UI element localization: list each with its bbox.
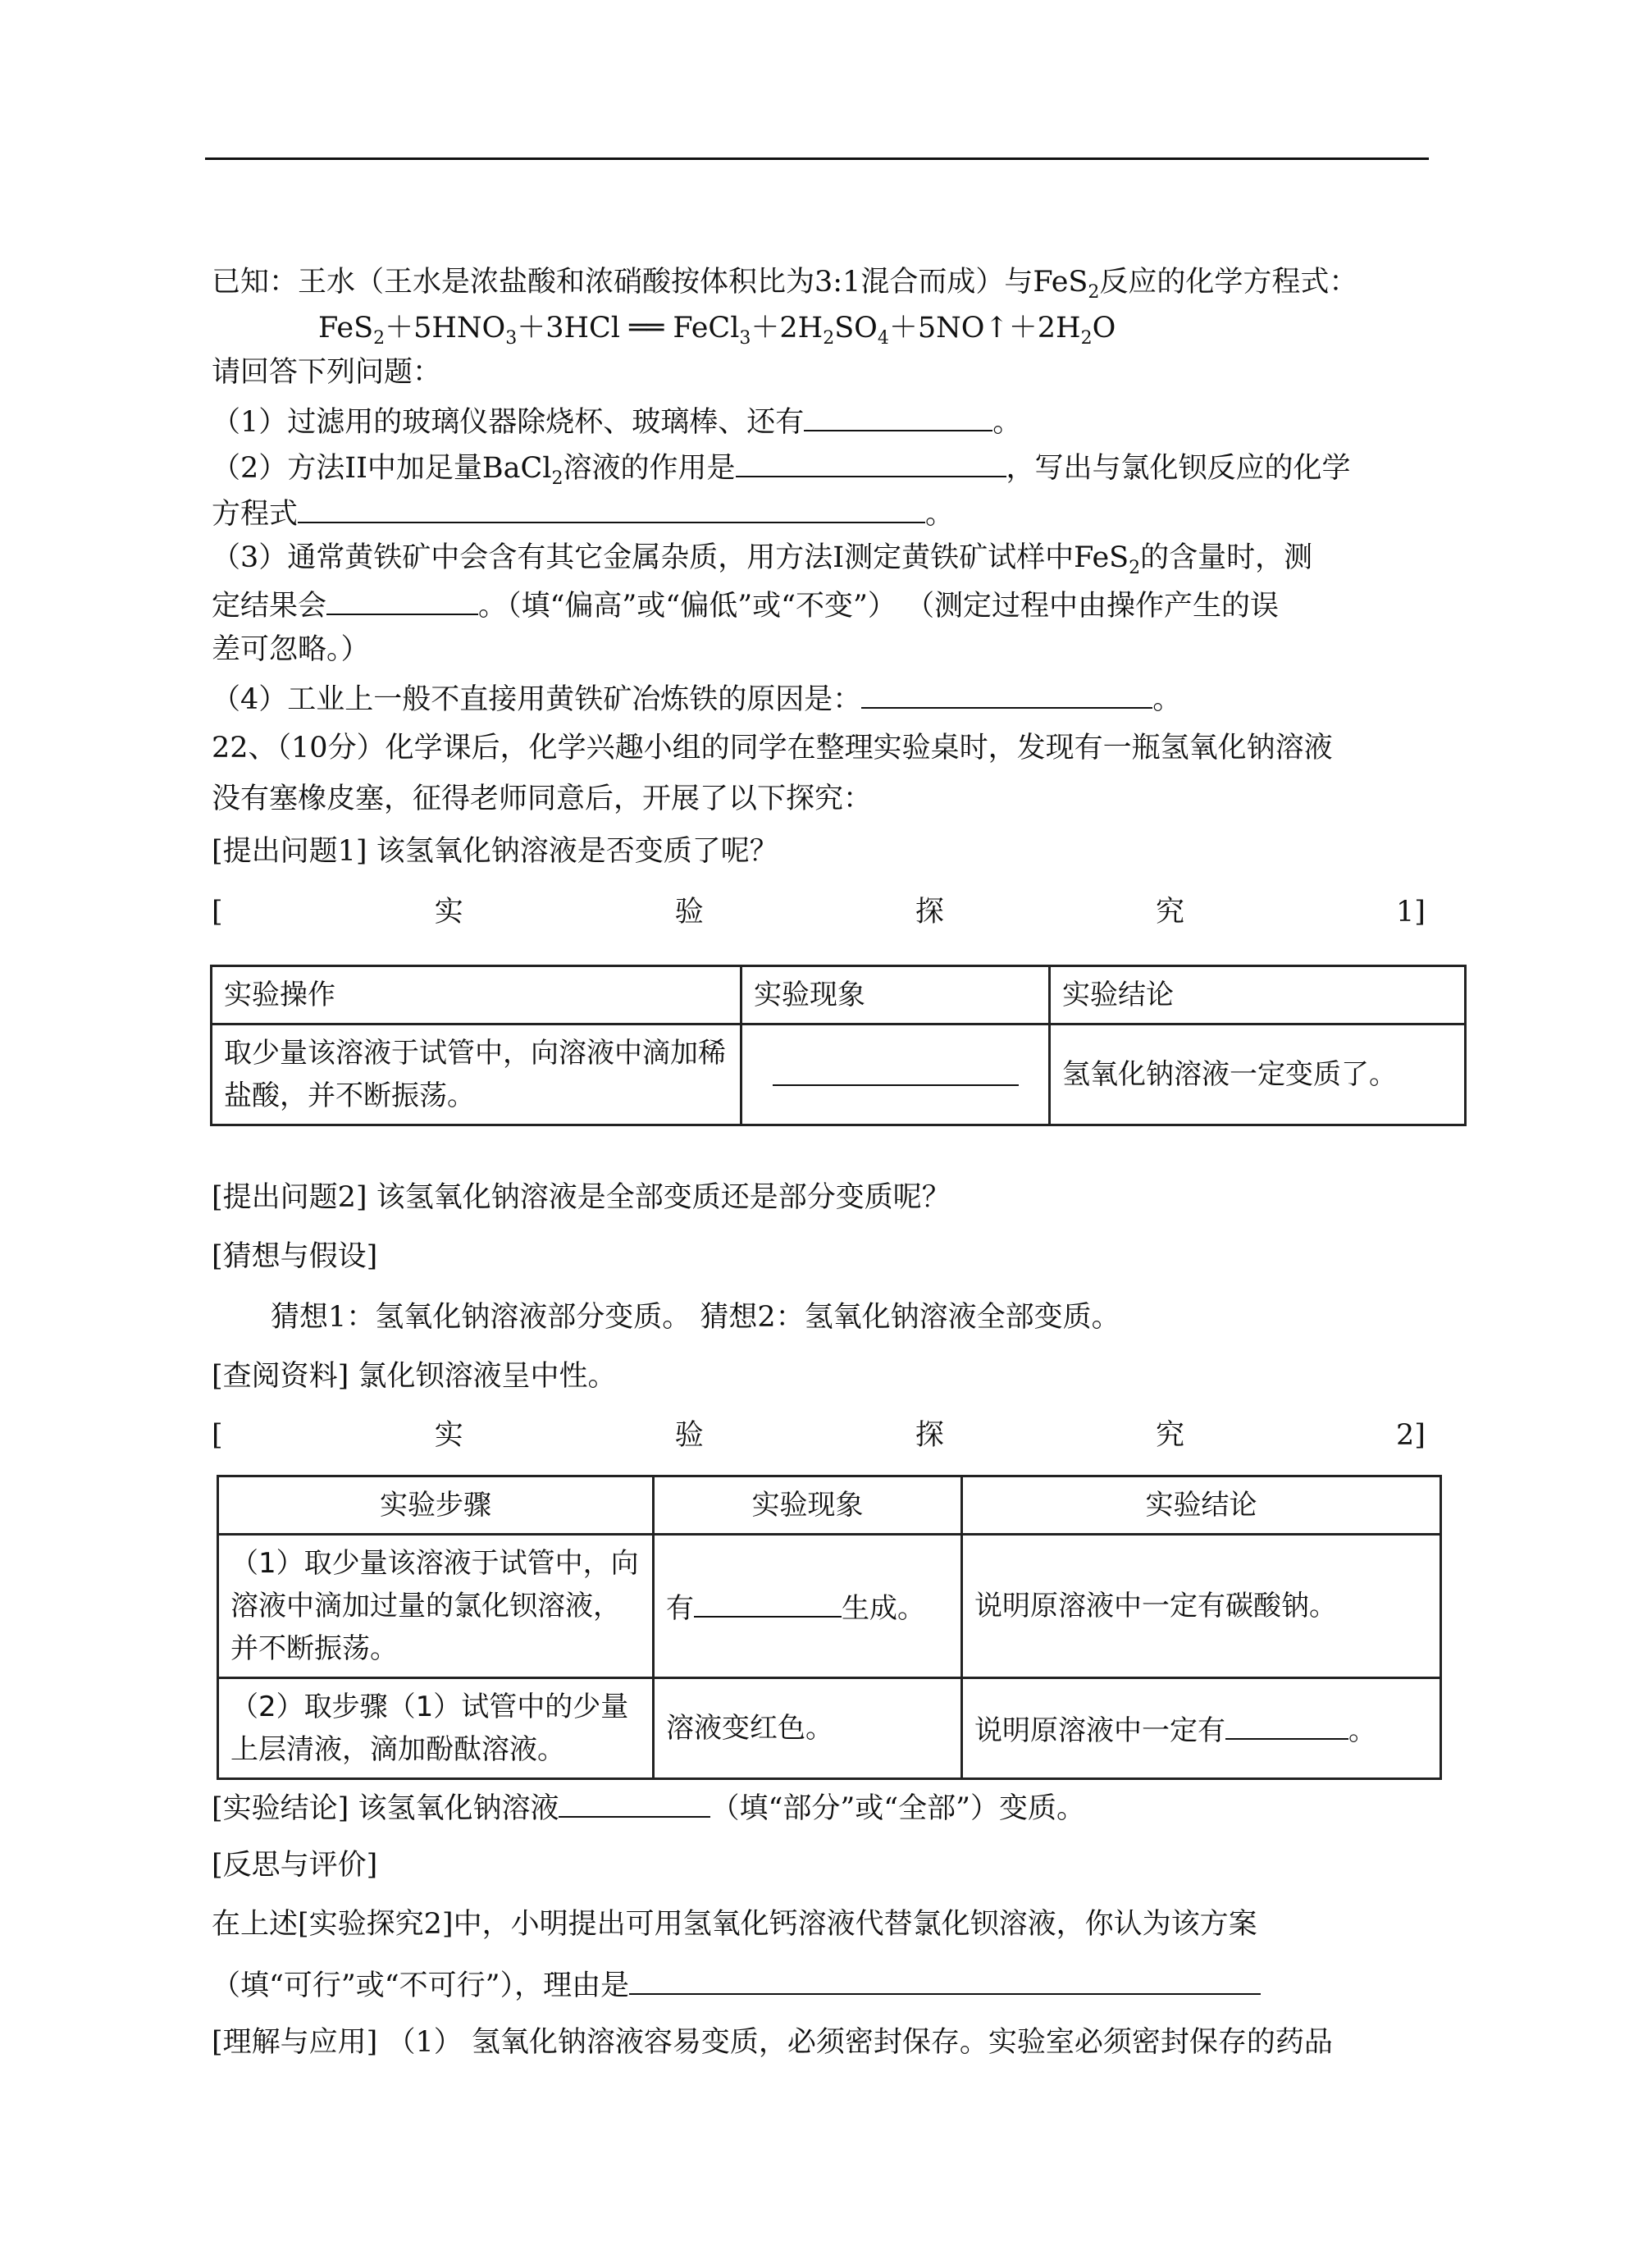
problem-1 — [212, 833, 778, 869]
table-row — [212, 1024, 1466, 1125]
question-4 — [212, 679, 1181, 718]
section-label: [理解与应用] — [212, 2026, 378, 2059]
heading-char: 实 — [434, 1419, 463, 1452]
cell-text: 有 — [666, 1591, 694, 1625]
problem-2 — [212, 1180, 951, 1216]
reflection-text-2 — [212, 1965, 1261, 2004]
heading-char: 究 — [1155, 896, 1184, 929]
table-cell: 说明原溶液中一定有碳酸钠。 — [962, 1535, 1441, 1678]
heading-char: 究 — [1155, 1419, 1184, 1452]
experiment-1-table — [210, 965, 1467, 1126]
heading-char: 验 — [674, 896, 704, 929]
heading-char: 1] — [1396, 896, 1426, 929]
heading-char: 实 — [434, 896, 463, 929]
problem-1-text: 该氢氧化钠溶液是否变质了呢？ — [376, 835, 778, 868]
known-intro-text: 已知：王水（王水是浓盐酸和浓硝酸按体积比为3:1混合而成）与FeS — [212, 266, 1088, 299]
known-intro-text-2: 反应的化学方程式： — [1099, 266, 1358, 299]
eq-part: FeS — [318, 312, 374, 345]
q4-text: （4）工业上一般不直接用黄铁矿冶炼铁的原因是： — [212, 683, 862, 716]
eq-part: ＋2H — [751, 312, 824, 345]
eq-part: SO — [834, 312, 878, 345]
question-22: 22、（10分）化学课后，化学兴趣小组的同学在整理实验桌时，发现有一瓶氢氧化钠溶液 — [212, 732, 1333, 764]
heading-char: 探 — [915, 896, 944, 929]
answer-blank[interactable] — [1225, 1705, 1348, 1740]
table-header: 实验结论 — [962, 1476, 1441, 1535]
table-cell: 氢氧化钠溶液一定变质了。 — [1050, 1024, 1466, 1125]
reflection-line2: （填“可行”或“不可行”），理由是 — [212, 1969, 630, 2002]
cell-text: 生成。 — [842, 1591, 925, 1625]
table-cell: 取少量该溶液于试管中，向溶液中滴加稀盐酸，并不断振荡。 — [212, 1024, 741, 1125]
eq-part: ＋5HNO — [385, 312, 506, 345]
table-cell — [654, 1535, 962, 1678]
subscript: 2 — [1088, 282, 1100, 303]
q4-end: 。 — [1152, 683, 1182, 716]
table-cell — [962, 1678, 1441, 1779]
q2-end: 。 — [925, 498, 955, 531]
explore-2-heading — [212, 1417, 1426, 1453]
table-header: 实验结论 — [1050, 966, 1466, 1024]
subscript: 3 — [505, 328, 518, 349]
conclusion-text-2: （填“部分”或“全部”）变质。 — [710, 1792, 1086, 1825]
section-label: [实验结论] — [212, 1792, 349, 1825]
answer-blank[interactable] — [694, 1583, 842, 1618]
table-header: 实验现象 — [654, 1476, 962, 1535]
table-cell: （2）取步骤（1）试管中的少量上层清液，滴加酚酞溶液。 — [218, 1678, 654, 1779]
eq-part: ＋3HCl ══ FeCl — [517, 312, 740, 345]
question-2-cont — [212, 494, 954, 532]
cell-text: 。 — [1348, 1714, 1376, 1747]
q3-text-2: 的含量时，测 — [1140, 541, 1313, 574]
q2-text: （2）方法II中加足量BaCl — [212, 452, 552, 485]
table-cell — [741, 1024, 1050, 1125]
problem-2-text: 该氢氧化钠溶液是全部变质还是部分变质呢？ — [376, 1181, 951, 1214]
subscript: 3 — [739, 328, 751, 349]
table-row — [218, 1678, 1441, 1779]
answer-blank[interactable] — [559, 1788, 710, 1818]
reflection-text: 在上述[实验探究2]中，小明提出可用氢氧化钙溶液代替氯化钡溶液，你认为该方案 — [212, 1908, 1257, 1941]
heading-char: 2] — [1396, 1419, 1426, 1452]
answer-blank[interactable] — [326, 586, 478, 615]
cell-text: 说明原溶液中一定有 — [974, 1714, 1225, 1747]
subscript: 2 — [373, 328, 386, 349]
question-3 — [212, 540, 1312, 586]
header-rule — [205, 157, 1429, 160]
section-label: [查阅资料] — [212, 1360, 349, 1393]
explore-1-heading — [212, 894, 1426, 930]
eq-part: ＋5NO↑＋2H — [888, 312, 1081, 345]
q2-text-3: ，写出与氯化钡反应的化学 — [1006, 452, 1351, 485]
question-22-cont: 没有塞橡皮塞，征得老师同意后，开展了以下探究： — [212, 783, 873, 815]
subscript: 2 — [1129, 558, 1141, 578]
answer-blank[interactable] — [629, 1965, 1261, 1995]
answer-blank[interactable] — [804, 402, 992, 431]
question-2 — [212, 448, 1351, 497]
experiment-conclusion — [212, 1788, 1085, 1827]
table-cell: （1）取少量该溶液于试管中，向溶液中滴加过量的氯化钡溶液，并不断振荡。 — [218, 1535, 654, 1678]
subscript: 2 — [551, 468, 563, 489]
q1-end: 。 — [992, 406, 1022, 439]
table-header-row — [218, 1476, 1441, 1535]
q1-text: （1）过滤用的玻璃仪器除烧杯、玻璃棒、还有 — [212, 406, 805, 439]
q3-text-4: 。（填“偏高”或“偏低”或“不变”） （测定过程中由操作产生的误 — [478, 590, 1280, 623]
answer-blank[interactable] — [861, 679, 1152, 709]
table-header: 实验步骤 — [218, 1476, 654, 1535]
hypothesis-label: [猜想与假设] — [212, 1240, 378, 1273]
q3-text-3: 定结果会 — [212, 590, 327, 623]
question-3-cont-2: 差可忽略。） — [212, 633, 370, 666]
application — [212, 2024, 1333, 2060]
known-intro — [212, 264, 1357, 311]
hypothesis-text: 猜想1：氢氧化钠溶液部分变质。 猜想2：氢氧化钠溶液全部变质。 — [271, 1301, 1120, 1334]
table-cell: 溶液变红色。 — [654, 1678, 962, 1779]
reference — [212, 1358, 616, 1394]
q2-text-2: 溶液的作用是 — [563, 452, 736, 485]
subscript: 2 — [1080, 328, 1093, 349]
section-label: [提出问题2] — [212, 1181, 367, 1214]
subscript: 2 — [823, 328, 835, 349]
answer-blank[interactable] — [298, 494, 925, 523]
question-1 — [212, 402, 1021, 440]
heading-char: [ — [212, 896, 223, 929]
reference-text: 氯化钡溶液呈中性。 — [358, 1360, 617, 1393]
heading-char: 验 — [674, 1419, 704, 1452]
table-header-row — [212, 966, 1466, 1024]
application-text: （1） 氢氧化钠溶液容易变质，必须密封保存。实验室必须密封保存的药品 — [386, 2026, 1333, 2059]
prompt: 请回答下列问题： — [212, 356, 442, 389]
q2-text-4: 方程式 — [212, 498, 299, 531]
answer-blank[interactable] — [773, 1052, 1019, 1086]
conclusion-text: 该氢氧化钠溶液 — [358, 1792, 559, 1825]
table-header: 实验现象 — [741, 966, 1050, 1024]
table-row — [218, 1535, 1441, 1678]
heading-char: 探 — [915, 1419, 944, 1452]
eq-part: O — [1092, 312, 1116, 345]
section-label: [提出问题1] — [212, 835, 367, 868]
reflection-label: [反思与评价] — [212, 1849, 378, 1882]
heading-char: [ — [212, 1419, 223, 1452]
reaction-equation — [318, 310, 1116, 357]
table-header: 实验操作 — [212, 966, 741, 1024]
answer-blank[interactable] — [736, 448, 1006, 477]
question-3-cont — [212, 586, 1279, 624]
q3-text: （3）通常黄铁矿中会含有其它金属杂质，用方法I测定黄铁矿试样中FeS — [212, 541, 1129, 574]
experiment-2-table — [217, 1475, 1442, 1780]
subscript: 4 — [877, 328, 889, 349]
